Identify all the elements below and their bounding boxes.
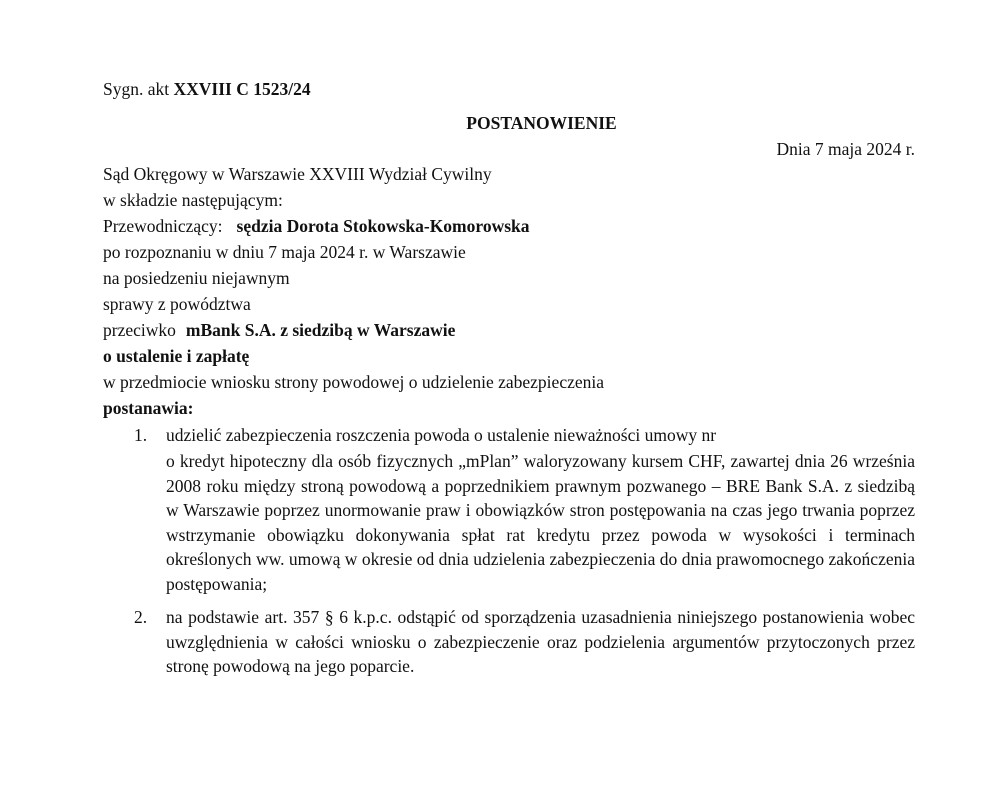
- document-title: POSTANOWIENIE: [466, 113, 617, 133]
- motion-line: w przedmiocie wniosku strony powodowej o udzielenie zabezpieczenia: [103, 372, 604, 392]
- hearing-line: po rozpoznaniu w dniu 7 maja 2024 r. w Warszawie: [103, 242, 466, 262]
- presiding-name: sędzia Dorota Stokowska-Komorowska: [236, 216, 530, 236]
- composition-line: w składzie następującym:: [103, 190, 283, 210]
- presiding-label: Przewodniczący:: [103, 216, 223, 236]
- defendant-line: [103, 318, 455, 342]
- against-label: przeciwko: [103, 320, 176, 340]
- defendant-name: mBank S.A. z siedzibą w Warszawie: [185, 320, 456, 340]
- case-reference-number: XXVIII C 1523/24: [173, 79, 311, 99]
- item-2-number: 2.: [134, 607, 148, 627]
- presiding-judge: [103, 214, 530, 238]
- case-reference-label: Sygn. akt: [103, 79, 170, 99]
- item-1-number: 1.: [134, 425, 148, 445]
- court-name: Sąd Okręgowy w Warszawie XXVIII Wydział Cywilny: [103, 164, 492, 184]
- case-from-line: sprawy z powództwa: [103, 294, 251, 314]
- session-line: na posiedzeniu niejawnym: [103, 268, 290, 288]
- item-1-first-line: udzielić zabezpieczenia roszczenia powoda o ustalenie nieważności umowy nr: [166, 425, 717, 445]
- item-1-text: o kredyt hipoteczny dla osób fizycznych „mPlan” waloryzowany kursem CHF, zawartej dnia 26 września 2008 roku między stroną powodową a poprzednikiem prawnym pozwanego – BRE Bank S.A. z siedzibą w Warszawie poprzez unormowanie praw i obowiązków stron postępowania na czas jego trwania poprzez wstrzymanie obowiązku dokonywania spłat rat kredytu przez powoda w wysokości i terminach określonych ww. umową w okresie od dnia udzielenia zabezpieczenia do dnia prawomocnego zakończenia postępowania;: [166, 451, 915, 594]
- case-subject: o ustalenie i zapłatę: [103, 346, 250, 366]
- decision-heading: postanawia:: [103, 398, 194, 418]
- document-date: Dnia 7 maja 2024 r.: [776, 139, 915, 159]
- item-2-text: na podstawie art. 357 § 6 k.p.c. odstąpić od sporządzenia uzasadnienia niniejszego postanowienia wobec uwzględnienia w całości wniosku o zabezpieczenie oraz podzielenia argumentów przytoczonych przez stronę powodową na jego poparcie.: [166, 607, 915, 677]
- case-reference: [103, 77, 311, 101]
